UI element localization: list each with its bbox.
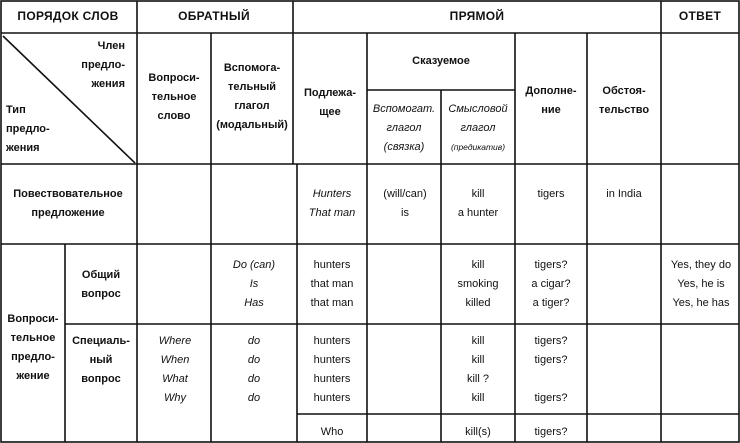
header-answer: ОТВЕТ — [678, 9, 722, 23]
special-main: kill kill kill ? kill — [466, 335, 490, 404]
column-predicate-main: Смысловой глагол (предикатив) — [448, 103, 508, 152]
declarative-object: tigers — [537, 188, 565, 200]
special-who-object: tigers? — [534, 426, 568, 438]
header-direct: ПРЯМОЙ — [449, 9, 505, 23]
header-word-order: ПОРЯДОК СЛОВ — [17, 9, 119, 23]
general-subject: hunters that man that man — [310, 259, 354, 309]
general-answer: Yes, they do Yes, he is Yes, he has — [670, 259, 732, 309]
declarative-adverbial: in India — [606, 188, 642, 200]
diagonal-type-label: Тип предло- жения — [6, 104, 50, 154]
general-object: tigers? a cigar? a tiger? — [531, 259, 571, 309]
general-aux: Do (can) Is Has — [232, 259, 276, 309]
row-declarative-label: Повествовательное предложение — [13, 188, 123, 219]
general-main: kill smoking killed — [457, 259, 499, 309]
header-inverted: ОБРАТНЫЙ — [178, 9, 250, 23]
declarative-aux: (will/can) is — [383, 188, 427, 219]
special-aux: do do do do — [247, 335, 261, 404]
column-adverbial: Обстоя- тельство — [598, 85, 650, 116]
special-subject: hunters hunters hunters hunters — [313, 335, 351, 404]
row-interrogative-label: Вопроси- тельное предло- жение — [7, 313, 59, 382]
special-question-word: Where When What Why — [158, 335, 192, 404]
special-who-main: kill(s) — [465, 426, 491, 438]
diagonal-member-label: Член предло- жения — [81, 40, 125, 90]
declarative-subject: Hunters That man — [308, 188, 356, 219]
column-subject: Подлежа- щее — [304, 87, 356, 118]
column-object: Дополне- ние — [525, 85, 577, 116]
column-auxiliary: Вспомога- тельный глагол (модальный) — [216, 62, 288, 131]
declarative-main: kill a hunter — [457, 188, 499, 219]
special-object: tigers? tigers? tigers? — [534, 335, 568, 404]
column-question-word: Вопроси- тельное слово — [148, 72, 200, 122]
row-special-question-label: Специаль- ный вопрос — [72, 335, 130, 385]
column-predicate-aux: Вспомогат. глагол (связка) — [372, 103, 436, 153]
row-general-question-label: Общий вопрос — [81, 269, 121, 300]
special-who-subject: Who — [320, 426, 344, 438]
column-predicate: Сказуемое — [412, 55, 470, 67]
